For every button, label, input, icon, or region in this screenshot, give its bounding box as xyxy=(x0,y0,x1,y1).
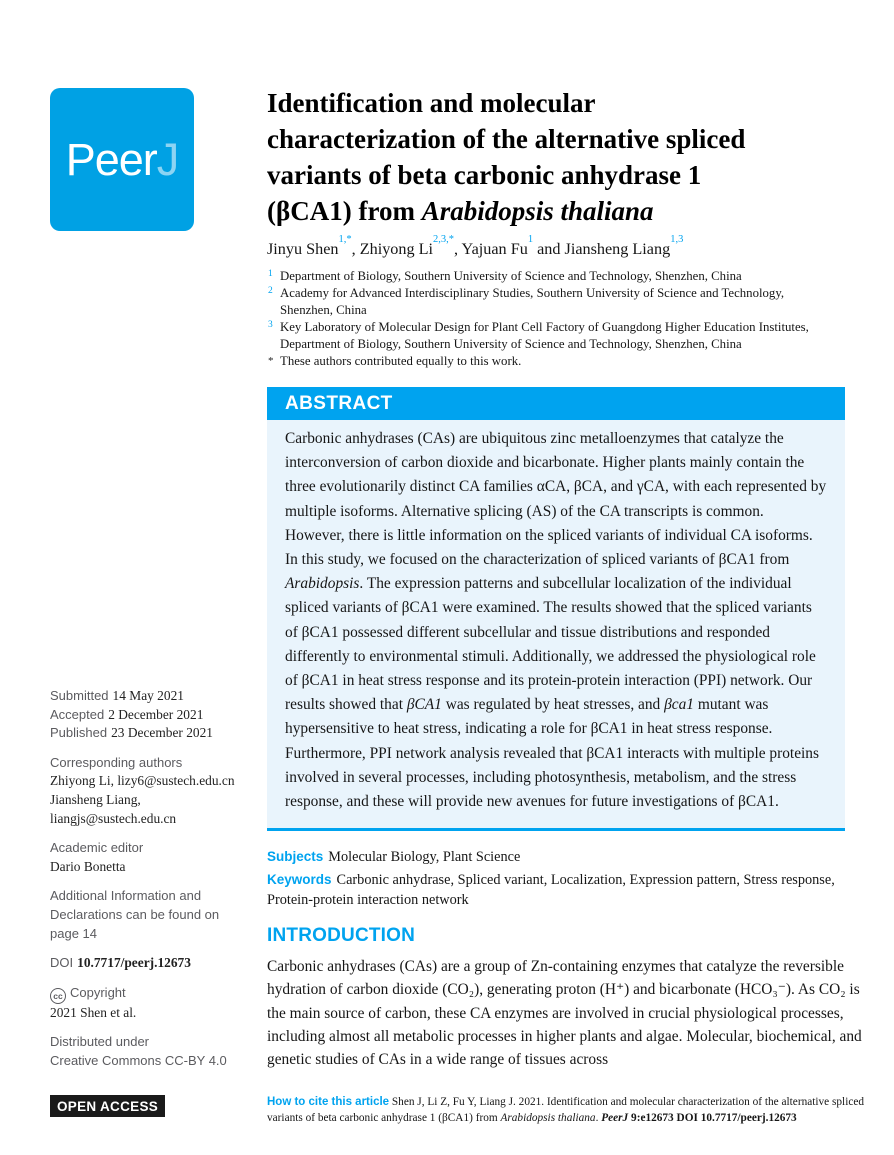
abstract-text: Carbonic anhydrases (CAs) are ubiquitous zinc metalloenzymes that catalyze the interconversion of carbon dioxide and bicarbonate. Higher plants mainly contain the three evolutionarily distinct CA families αCA, βCA, and γCA, with each represented by multiple isoforms. Alternative splicing (AS) of the CA transcripts is common. However, there is little information on the spliced variants of individual CA isoforms. In this study, we focused on the characterization of spliced variants of βCA1 from Arabidopsis. The expression patterns and subcellular localization of the individual spliced variants of βCA1 were examined. The results showed that the spliced variants of βCA1 possessed different subcellular and tissue distributions and responded differently to environmental stimuli. Additionally, we addressed the physiological role of βCA1 in heat stress response and its protein-protein interaction (PPI) network. Our results showed that βCA1 was regulated by heat stresses, and βca1 mutant was hypersensitive to heat stress, indicating a role for βCA1 in heat stress response. Furthermore, PPI network analysis revealed that βCA1 interacts with multiple proteins involved in several processes, including photosynthesis, metabolism, and the stress response, and these will provide new avenues for future investigations of βCA1. xyxy=(267,420,845,831)
title-species-italic: Arabidopsis thaliana xyxy=(421,196,654,226)
asterisk-marker: * xyxy=(268,355,274,367)
distributed-under-label: Distributed under xyxy=(50,1034,149,1050)
corresponding-authors xyxy=(50,754,255,828)
open-access-badge: OPEN ACCESS xyxy=(50,1095,165,1117)
corresponding-author-2: Jiansheng Liang, liangjs@sustech.edu.cn xyxy=(50,791,177,826)
academic-editor-label: Academic editor xyxy=(50,840,144,856)
abstract-heading: ABSTRACT xyxy=(267,387,845,420)
title-line-3: variants of beta carbonic anhydrase 1 xyxy=(267,160,702,190)
affiliation-item: 2 Academy for Advanced Interdisciplinary Studies, Southern University of Science and Technology, Shenzhen, China xyxy=(267,285,835,319)
author-list: Jinyu Shen$^{1,*}$, Zhiyong $Li^{2,3,*}$, Yajuan Fu$^1$ and Jiansheng Liang$^{1,3}$ xyxy=(267,233,684,258)
affiliation-number: 2 xyxy=(268,286,273,296)
citation-footer xyxy=(267,1095,871,1126)
additional-information-note: Additional Information and Declarations can be found on page 14 xyxy=(50,888,220,941)
author-name: Jinyu Shen xyxy=(267,240,339,258)
peerj-logo-j: J xyxy=(156,133,179,185)
copyright-holder: 2021 Shen et al. xyxy=(50,1004,137,1020)
affiliation-list xyxy=(267,268,835,370)
corresponding-author-1: Zhiyong Li, lizy6@sustech.edu.cn xyxy=(50,773,235,789)
creative-commons-icon: cc xyxy=(50,988,66,1004)
introduction-text: Carbonic anhydrases (CAs) are a group of Zn-containing enzymes that catalyze the reversible hydration of carbon dioxide (CO₂), generating proton (H⁺) and bicarbonate (HCO₃⁻). As CO₂ is the main source of carbon, these CA enzymes are involved in crucial physiological processes, including almost all metabolic processes in higher plants and algae. Molecular, biochemical, and genetic studies of CAs in a wide range of tissues across xyxy=(267,958,862,1069)
corresponding-authors-label: Corresponding authors xyxy=(50,754,183,770)
affiliation-number: 1 xyxy=(268,269,273,279)
doi-link[interactable]: 10.7717/peerj.12673 xyxy=(77,955,191,971)
doi-label: DOI xyxy=(50,955,74,971)
submitted-date: Submitted 14 May 2021 xyxy=(50,688,184,703)
email-link[interactable]: lizy6@sustech.edu.cn xyxy=(117,773,235,789)
article-info-sidebar xyxy=(50,687,255,1117)
keywords-line xyxy=(267,870,864,910)
accepted-date: Accepted 2 December 2021 xyxy=(50,706,204,722)
equal-contribution-note: * These authors contributed equally to this work. xyxy=(268,354,522,368)
author-affiliation-sup: 1,* xyxy=(338,233,352,245)
affiliation-item: 1 Department of Biology, Southern University of Science and Technology, Shenzhen, China xyxy=(267,268,835,285)
title-line-4: (βCA1) from Arabidopsis thaliana xyxy=(267,196,654,226)
author-affiliation-sup: 1 xyxy=(527,233,534,245)
keywords-value: Carbonic anhydrase, Spliced variant, Localization, Expression pattern, Stress response, Protein-protein interaction network xyxy=(267,872,835,909)
citation-text: Shen J, Li Z, Fu Y, Liang J. 2021. Identification and molecular characterization of the alternative spliced variants of beta carbonic anhydrase 1 (βCA1) from Arabidopsis thaliana. PeerJ 9:e12673 DOI 10.7717/peerj.12673 xyxy=(267,1096,865,1124)
doi-line xyxy=(50,954,255,973)
subjects-line xyxy=(267,847,864,867)
author-affiliation-sup: 1,3 xyxy=(670,233,684,245)
author-name: Yajuan Fu xyxy=(461,240,528,258)
affiliation-item: 3 Key Laboratory of Molecular Design for Plant Cell Factory of Guangdong Higher Education Institutes, Department of Biology, Southern University of Science and Technology, Shenzhen, China xyxy=(267,319,835,353)
academic-editor-name[interactable]: Dario Bonetta xyxy=(50,858,126,874)
license-link[interactable]: Creative Commons CC-BY 4.0 xyxy=(50,1052,227,1068)
copyright-label: Copyright xyxy=(70,984,126,1000)
academic-editor xyxy=(50,839,255,876)
title-line-1: Identification and molecular xyxy=(267,88,596,118)
main-column xyxy=(267,85,864,1071)
email-link[interactable]: liangjs@sustech.edu.cn xyxy=(50,810,177,826)
keywords-label: Keywords xyxy=(267,872,332,888)
published-date: Published 23 December 2021 xyxy=(50,725,213,741)
copyright-block xyxy=(50,984,255,1023)
license-block xyxy=(50,1033,255,1070)
article-title xyxy=(267,85,864,229)
subjects-value: Molecular Biology, Plant Science xyxy=(328,849,521,866)
affiliation-number: 3 xyxy=(268,320,273,330)
title-line-2: characterization of the alternative spliced xyxy=(267,124,746,154)
how-to-cite-label: How to cite this article xyxy=(267,1096,390,1108)
peerj-logo-text: PeerJ xyxy=(65,133,179,185)
author-name: Zhiyong Li xyxy=(359,240,434,258)
subjects-label: Subjects xyxy=(267,849,324,865)
introduction-heading: INTRODUCTION xyxy=(267,925,416,947)
author-name: Jiansheng Liang xyxy=(564,240,671,258)
author-affiliation-sup: 2,3,* xyxy=(433,233,455,245)
history-dates xyxy=(50,687,255,743)
peerj-logo xyxy=(50,88,194,231)
